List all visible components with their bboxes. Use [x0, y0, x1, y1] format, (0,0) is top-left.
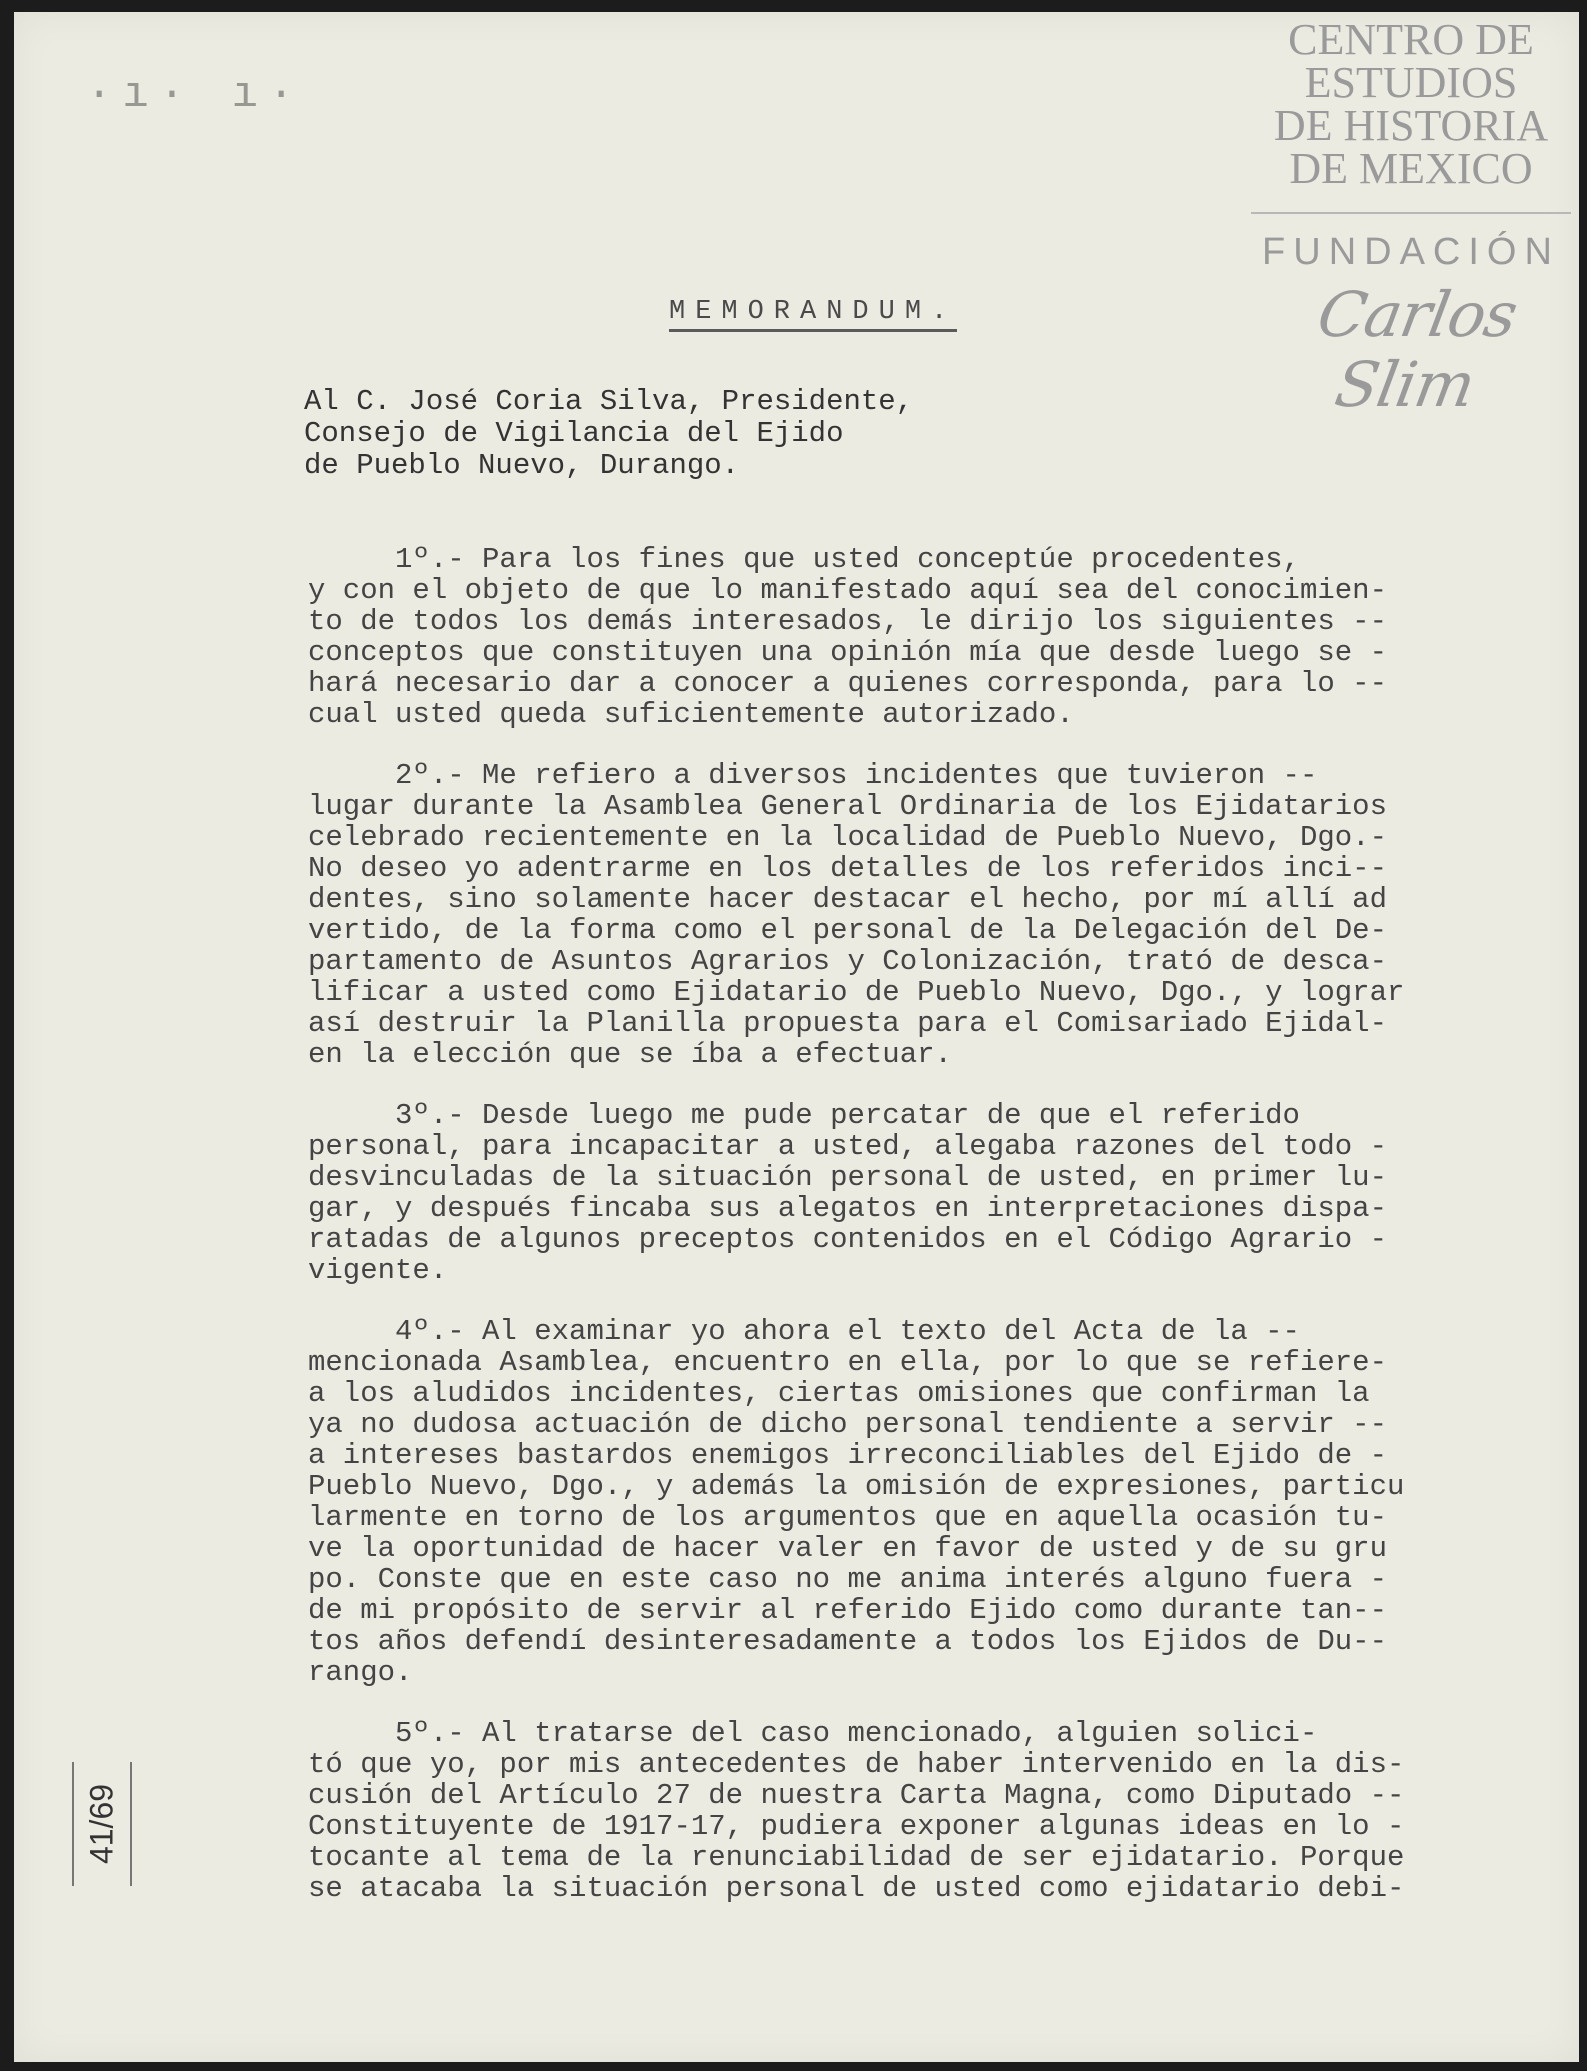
text-line: y con el objeto de que lo manifestado aquí sea del conocimien- [308, 574, 1387, 607]
text-line: mencionada Asamblea, encuentro en ella, por lo que se refiere- [308, 1346, 1387, 1379]
text-line: Pueblo Nuevo, Dgo., y además la omisión de expresiones, particu [308, 1470, 1405, 1503]
memo-paragraph [308, 1100, 1518, 1286]
text-line: 3º.- Desde luego me pude percatar de que el referido [308, 1099, 1300, 1132]
text-line: a intereses bastardos enemigos irreconciliables del Ejido de - [308, 1439, 1387, 1472]
document-page [14, 12, 1579, 2062]
text-line: ratadas de algunos preceptos contenidos en el Código Agrario - [308, 1223, 1387, 1256]
archive-number: 41/69 [83, 1783, 120, 1865]
text-line: tos años defendí desinteresadamente a todos los Ejidos de Du-- [308, 1625, 1387, 1658]
text-line: tocante al tema de la renunciabilidad de ser ejidatario. Porque [308, 1841, 1405, 1874]
text-line: vertido, de la forma como el personal de la Delegación del De- [308, 914, 1387, 947]
watermark-line: CENTRO DE [1288, 15, 1534, 64]
text-line: 5º.- Al tratarse del caso mencionado, alguien solici- [308, 1717, 1318, 1750]
text-line: ya no dudosa actuación de dicho personal tendiente a servir -- [308, 1408, 1387, 1441]
text-line: Constituyente de 1917-17, pudiera exponer algunas ideas en lo - [308, 1810, 1405, 1843]
memo-paragraph [308, 760, 1518, 1070]
text-line: personal, para incapacitar a usted, alegaba razones del todo - [308, 1130, 1387, 1163]
text-line: rango. [308, 1656, 413, 1689]
text-line: larmente en torno de los argumentos que en aquella ocasión tu- [308, 1501, 1387, 1534]
text-line: 1º.- Para los fines que usted conceptúe procedentes, [308, 543, 1300, 576]
archive-watermark [1251, 15, 1571, 421]
text-line: lificar a usted como Ejidatario de Pueblo Nuevo, Dgo., y lograr [308, 976, 1405, 1009]
text-line: cusión del Artículo 27 de nuestra Carta Magna, como Diputado -- [308, 1779, 1405, 1812]
text-line: po. Conste que en este caso no me anima interés alguno fuera - [308, 1563, 1387, 1596]
watermark-signature: Carlos Slim [1312, 278, 1523, 421]
text-line: dentes, sino solamente hacer destacar el hecho, por mí allí ad [308, 883, 1387, 916]
text-line: conceptos que constituyen una opinión mía que desde luego se - [308, 636, 1387, 669]
text-line: ve la oportunidad de hacer valer en favor de usted y de su gru [308, 1532, 1387, 1565]
text-line: así destruir la Planilla propuesta para el Comisariado Ejidal- [308, 1007, 1387, 1040]
watermark-foundation: FUNDACIÓN [1262, 231, 1560, 273]
text-line: tó que yo, por mis antecedentes de haber intervenido en la dis- [308, 1748, 1405, 1781]
watermark-line: DE MEXICO [1289, 144, 1533, 193]
recipient-line: Al C. José Coria Silva, Presidente, [304, 385, 914, 418]
memo-paragraph [308, 1316, 1518, 1688]
archive-number-label [72, 1762, 132, 1886]
memo-paragraph [308, 544, 1518, 730]
text-line: hará necesario dar a conocer a quienes corresponda, para lo -- [308, 667, 1387, 700]
text-line: lugar durante la Asamblea General Ordinaria de los Ejidatarios [308, 790, 1387, 823]
watermark-line: ESTUDIOS [1304, 58, 1518, 107]
text-line: cual usted queda suficientemente autorizado. [308, 698, 1074, 731]
text-line: partamento de Asuntos Agrarios y Colonización, trató de desca- [308, 945, 1387, 978]
text-line: 2º.- Me refiero a diversos incidentes que tuvieron -- [308, 759, 1318, 792]
text-line: desvinculadas de la situación personal de usted, en primer lu- [308, 1161, 1387, 1194]
text-line: a los aludidos incidentes, ciertas omisiones que confirman la [308, 1377, 1370, 1410]
memo-title: MEMORANDUM. [669, 297, 957, 332]
memo-paragraph [308, 1718, 1518, 1904]
text-line: se atacaba la situación personal de usted como ejidatario debi- [308, 1872, 1405, 1905]
recipient-line: de Pueblo Nuevo, Durango. [304, 449, 740, 482]
text-line: vigente. [308, 1254, 448, 1287]
text-line: 4º.- Al examinar yo ahora el texto del Acta de la -- [308, 1315, 1300, 1348]
text-line: No deseo yo adentrarme en los detalles de los referidos inci-- [308, 852, 1387, 885]
watermark-divider [1251, 212, 1571, 214]
text-line: to de todos los demás interesados, le dirijo los siguientes -- [308, 605, 1387, 638]
memo-recipient [304, 386, 913, 482]
scan-mark: ·ı· ı· [86, 70, 305, 120]
text-line: celebrado recientemente en la localidad de Pueblo Nuevo, Dgo.- [308, 821, 1387, 854]
memo-body [308, 544, 1518, 1934]
watermark-line: DE HISTORIA [1273, 101, 1549, 150]
text-line: gar, y después fincaba sus alegatos en interpretaciones dispa- [308, 1192, 1387, 1225]
text-line: de mi propósito de servir al referido Ejido como durante tan-- [308, 1594, 1387, 1627]
recipient-line: Consejo de Vigilancia del Ejido [304, 417, 844, 450]
text-line: en la elección que se íba a efectuar. [308, 1038, 952, 1071]
